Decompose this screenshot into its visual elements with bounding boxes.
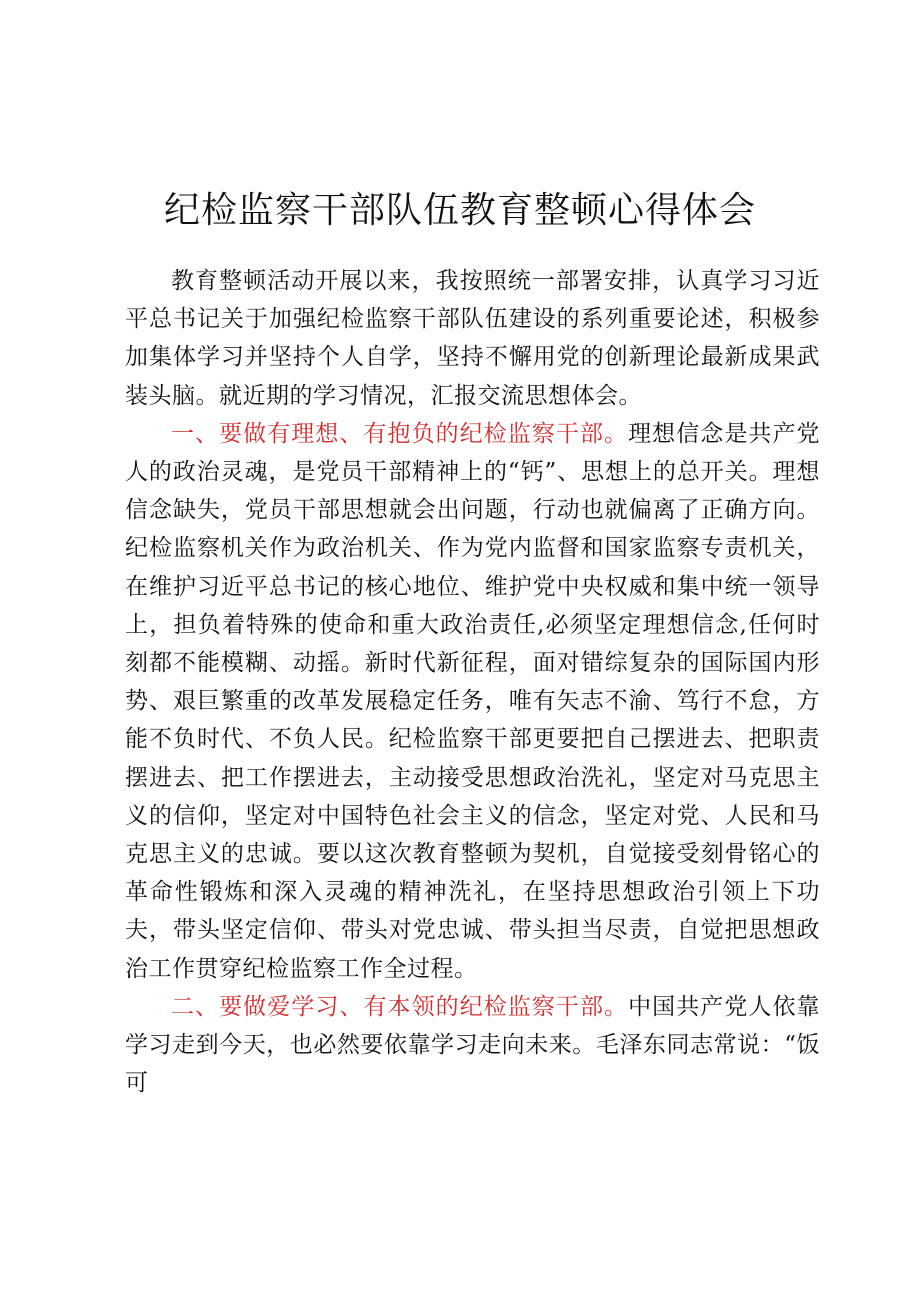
document-title: 纪检监察干部队伍教育整顿心得体会	[163, 190, 756, 231]
paragraph-text: 中国共产党人依靠学习走到今天，也必然要依靠学习走向未来。毛泽东同志常说：“饭可	[125, 993, 821, 1097]
section-heading: 二、要做爱学习、有本领的纪检监察干部。	[171, 993, 629, 1020]
paragraph-section-2	[125, 988, 820, 1103]
document-body	[125, 262, 820, 1102]
section-heading: 一、要做有理想、有抱负的纪检监察干部。	[171, 420, 629, 447]
paragraph-intro	[125, 262, 820, 415]
paragraph-text: 教育整顿活动开展以来，我按照统一部署安排，认真学习习近平总书记关于加强纪检监察干部队伍建设的系列重要论述，积极参加集体学习并坚持个人自学，坚持不懈用党的创新理论最新成果武装头脑。就近期的学习情况，汇报交流思想体会。	[125, 268, 820, 409]
paragraph-section-1	[125, 415, 820, 988]
paragraph-text: 理想信念是共产党人的政治灵魂，是党员干部精神上的“钙”、思想上的总开关。理想信念缺失，党员干部思想就会出问题，行动也就偏离了正确方向。纪检监察机关作为政治机关、作为党内监督和国家监察专责机关，在维护习近平总书记的核心地位、维护党中央权威和集中统一领导上，担负着特殊的使命和重大政治责任,必须坚定理想信念,任何时刻都不能模糊、动摇。新时代新征程，面对错综复杂的国际国内形势、艰巨繁重的改革发展稳定任务，唯有矢志不渝、笃行不怠，方能不负时代、不负人民。纪检监察干部更要把自己摆进去、把职责摆进去、把工作摆进去，主动接受思想政治洗礼，坚定对马克思主义的信仰，坚定对中国特色社会主义的信念，坚定对党、人民和马克思主义的忠诚。要以这次教育整顿为契机，自觉接受刻骨铭心的革命性锻炼和深入灵魂的精神洗礼，在坚持思想政治引领上下功夫，带头坚定信仰、带头对党忠诚、带头担当尽责，自觉把思想政治工作贯穿纪检监察工作全过程。	[125, 420, 821, 982]
